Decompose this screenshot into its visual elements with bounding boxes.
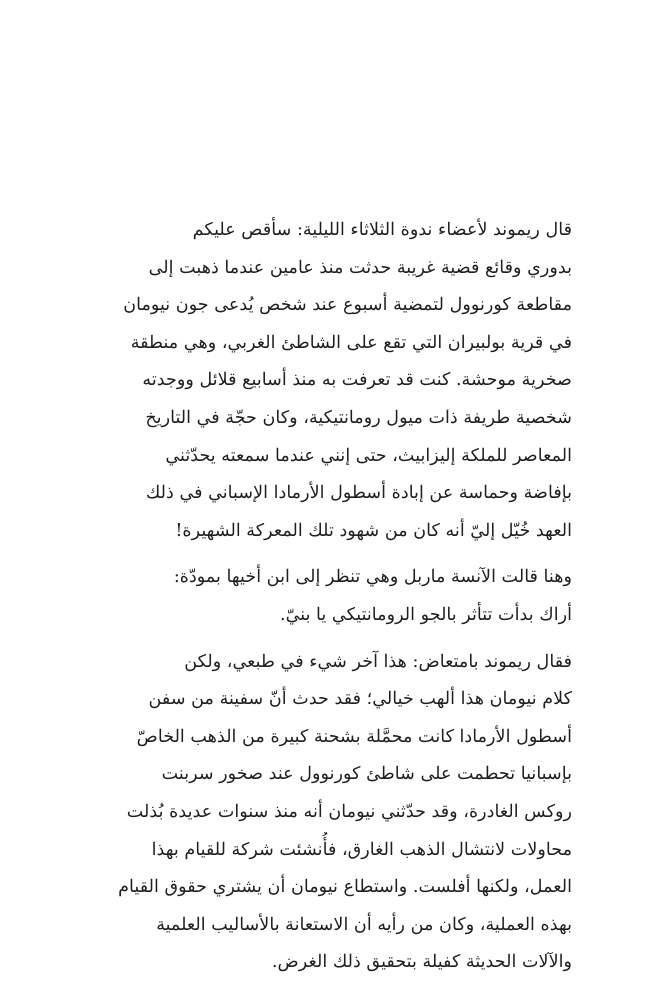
- paragraph-2: [68, 559, 572, 634]
- text-line: مقاطعة كورنوول لتمضية أسبوع عند شخص يُدعى جون نيومان: [123, 295, 572, 316]
- text-line: بإفاضة وحماسة عن إبادة أسطول الأرمادا الإسباني في ذلك: [145, 483, 572, 504]
- text-line: في قرية بولبيران التي تقع على الشاطئ الغربي، وهي منطقة: [130, 332, 572, 353]
- text-line: شخصية طريفة ذات ميول رومانتيكية، وكان حجّة في التاريخ: [145, 407, 572, 428]
- text-line: قال ريموند لأعضاء ندوة الثلاثاء الليلية: سأقص عليكم: [192, 220, 572, 240]
- text-line: العهد خُيّل إليّ أنه كان من شهود تلك المعركة الشهيرة!: [175, 520, 572, 541]
- text-line: العمل، ولكنها أفلست. واستطاع نيومان أن يشتري حقوق القيام: [118, 877, 572, 898]
- text-line: بإسبانيا تحطمت على شاطئ كورنوول عند صخور سربنت: [161, 764, 572, 785]
- text-line: صخرية موحشة. كنت قد تعرفت به منذ أسابيع قلائل ووجدته: [142, 370, 572, 391]
- paragraph-1: [68, 212, 572, 550]
- text-line: فقال ريموند بامتعاض: هذا آخر شيء في طبعي، ولكن: [184, 651, 572, 672]
- paragraph-3: [68, 644, 572, 982]
- text-line: بهذه العملية، وكان من رأيه أن الاستعانة بالأساليب العلمية: [156, 914, 572, 935]
- text-line: وهنا قالت الآنسة ماربل وهي تنظر إلى ابن أخيها بمودّة:: [173, 567, 572, 588]
- text-line: أراك بدأت تتأثر بالجو الرومانتيكي يا بنيّ.: [280, 604, 572, 625]
- text-line: والآلات الحديثة كفيلة بتحقيق ذلك الغرض.: [271, 952, 572, 973]
- text-line: كلام نيومان هذا ألهب خيالي؛ فقد حدث أنّ سفينة من سفن: [148, 689, 572, 710]
- text-line: محاولات لانتشال الذهب الغارق، فأُنشئت شركة للقيام بهذا: [151, 839, 572, 860]
- text-line: المعاصر للملكة إليزابيث، حتى إنني عندما سمعته يحدّثني: [165, 445, 572, 466]
- text-line: بدوري وقائع قضية غريبة حدثت منذ عامين عندما ذهبت إلى: [148, 257, 572, 278]
- text-line: روكس الغادرة، وقد حدّثني نيومان أنه منذ سنوات عديدة بُذلت: [126, 801, 572, 822]
- document-page: [68, 212, 572, 982]
- text-line: أسطول الأرمادا كانت محمَّلة بشحنة كبيرة من الذهب الخاصّ: [136, 726, 572, 747]
